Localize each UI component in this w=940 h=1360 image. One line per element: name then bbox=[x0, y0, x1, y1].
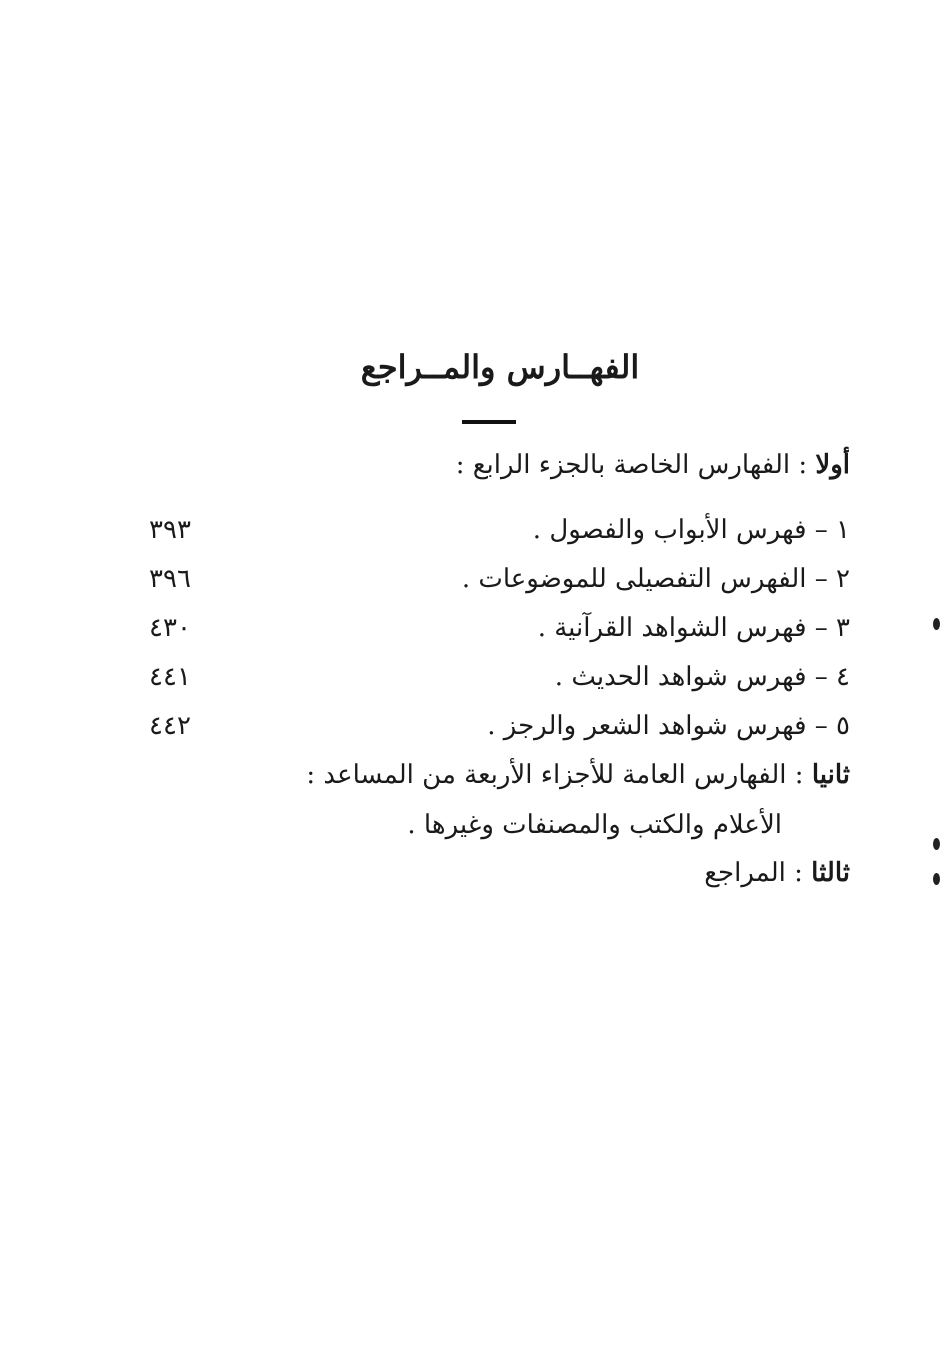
index-entry bbox=[130, 512, 850, 548]
section-second-text: : الفهارس العامة للأجزاء الأربعة من المساعد : bbox=[306, 760, 804, 790]
index-entry bbox=[130, 610, 850, 646]
section-third-heading bbox=[704, 856, 850, 890]
entry-label: ٥ – فهرس شواهد الشعر والرجز . bbox=[487, 711, 850, 741]
section-second-continuation: الأعلام والكتب والمصنفات وغيرها . bbox=[407, 810, 782, 840]
index-entry bbox=[130, 708, 850, 744]
entry-label: ١ – فهرس الأبواب والفصول . bbox=[532, 515, 850, 545]
section-first-heading bbox=[456, 448, 850, 482]
page-title: الفهــارس والمــراجع bbox=[360, 348, 640, 386]
scan-edge-mark bbox=[933, 873, 940, 885]
scan-edge-mark bbox=[933, 618, 940, 630]
index-entry bbox=[130, 561, 850, 597]
section-second-label: ثانيا bbox=[811, 760, 850, 790]
entry-page-number: ٤٣٠ bbox=[149, 613, 191, 643]
section-third-text: : المراجع bbox=[704, 858, 803, 888]
entry-page-number: ٣٩٦ bbox=[149, 564, 191, 594]
entry-label: ٣ – فهرس الشواهد القرآنية . bbox=[537, 613, 850, 643]
section-first-text: : الفهارس الخاصة بالجزء الرابع : bbox=[455, 450, 808, 480]
section-first-label: أولا bbox=[815, 450, 850, 480]
entry-label: ٤ – فهرس شواهد الحديث . bbox=[554, 662, 850, 692]
entry-page-number: ٤٤١ bbox=[149, 662, 191, 692]
scan-edge-mark bbox=[933, 838, 940, 850]
title-underline bbox=[462, 420, 516, 424]
section-second-heading bbox=[306, 758, 850, 792]
section-third-label: ثالثا bbox=[811, 858, 850, 888]
index-entry bbox=[130, 659, 850, 695]
entry-page-number: ٣٩٣ bbox=[149, 515, 191, 545]
entry-page-number: ٤٤٢ bbox=[149, 711, 191, 741]
entry-label: ٢ – الفهرس التفصيلى للموضوعات . bbox=[461, 564, 850, 594]
